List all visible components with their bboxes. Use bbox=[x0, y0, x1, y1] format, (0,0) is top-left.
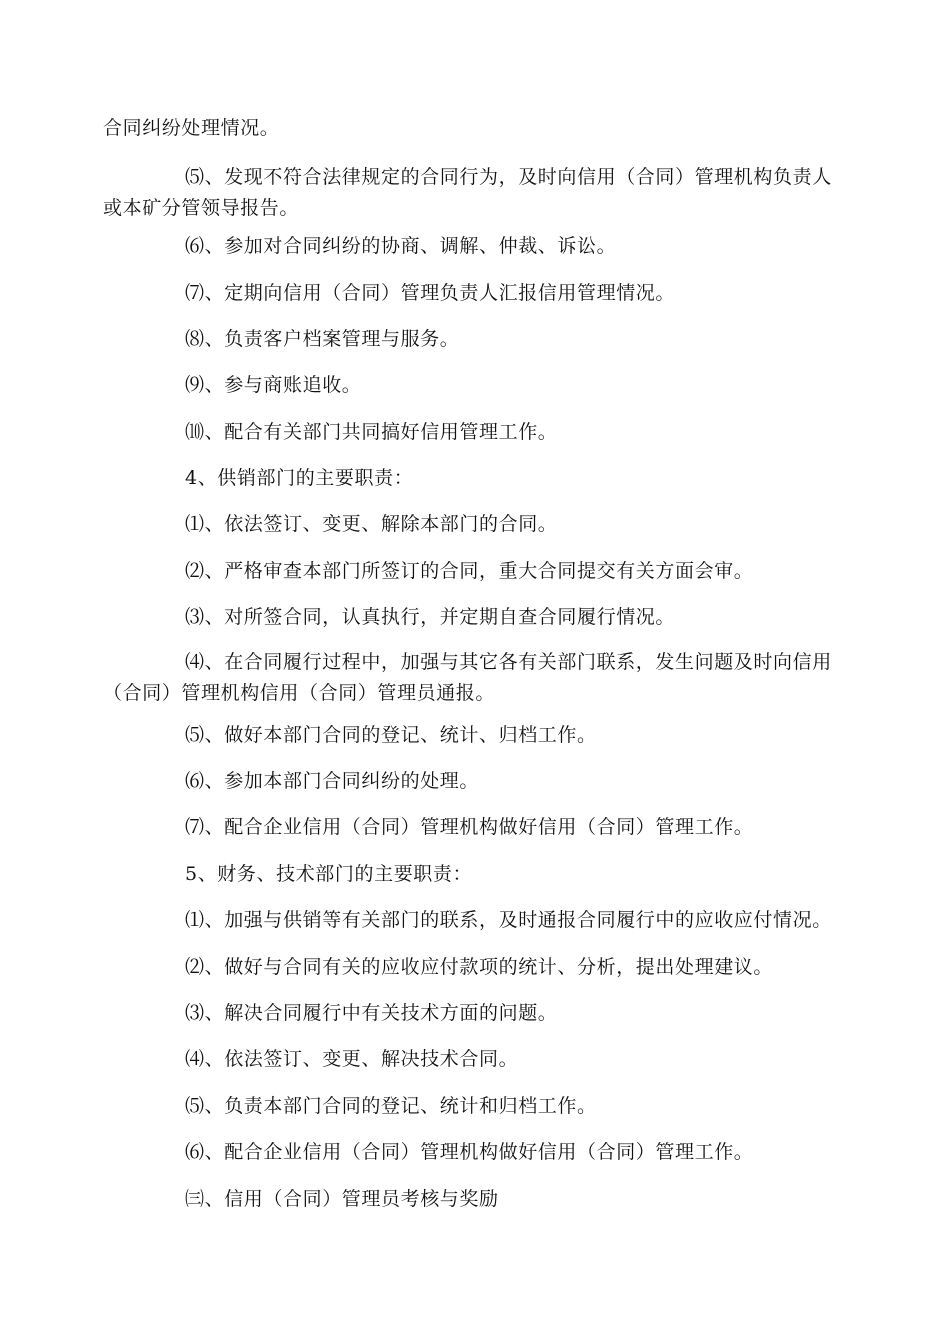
paragraph-item: ⑸、做好本部门合同的登记、统计、归档工作。 bbox=[185, 724, 597, 746]
paragraph-item: ⑻、负责客户档案管理与服务。 bbox=[185, 328, 460, 350]
section-heading: 5、财务、技术部门的主要职责： bbox=[185, 863, 473, 885]
paragraph-item: ⑹、参加本部门合同纠纷的处理。 bbox=[185, 770, 480, 792]
paragraph-item: ⑸、发现不符合法律规定的合同行为，及时向信用（合同）管理机构负责人或本矿分管领导报告。 bbox=[103, 166, 832, 219]
paragraph-item: ⑴、加强与供销等有关部门的联系，及时通报合同履行中的应收应付情况。 bbox=[185, 909, 832, 931]
section-heading: ㈢、信用（合同）管理员考核与奖励 bbox=[185, 1188, 499, 1210]
paragraph-item: ⑼、参与商账追收。 bbox=[185, 374, 362, 396]
paragraph-item: ⑺、配合企业信用（合同）管理机构做好信用（合同）管理工作。 bbox=[185, 816, 754, 838]
paragraph-item: ⑴、依法签订、变更、解除本部门的合同。 bbox=[185, 513, 558, 535]
paragraph-item: ⑹、配合企业信用（合同）管理机构做好信用（合同）管理工作。 bbox=[185, 1141, 754, 1163]
paragraph-continuation: 合同纠纷处理情况。 bbox=[103, 117, 280, 139]
paragraph-item: ⑽、配合有关部门共同搞好信用管理工作。 bbox=[185, 421, 558, 443]
paragraph-item: ⑺、定期向信用（合同）管理负责人汇报信用管理情况。 bbox=[185, 282, 676, 304]
paragraph-item: ⑷、依法签订、变更、解决技术合同。 bbox=[185, 1048, 519, 1070]
paragraph-item: ⑶、对所签合同，认真执行，并定期自查合同履行情况。 bbox=[185, 606, 676, 628]
paragraph-item: ⑶、解决合同履行中有关技术方面的问题。 bbox=[185, 1002, 558, 1024]
paragraph-item: ⑹、参加对合同纠纷的协商、调解、仲裁、诉讼。 bbox=[185, 235, 617, 257]
paragraph-item: ⑸、负责本部门合同的登记、统计和归档工作。 bbox=[185, 1095, 597, 1117]
section-heading: 4、供销部门的主要职责： bbox=[185, 467, 414, 489]
paragraph-item: ⑵、严格审查本部门所签订的合同，重大合同提交有关方面会审。 bbox=[185, 560, 754, 582]
paragraph-item: ⑵、做好与合同有关的应收应付款项的统计、分析，提出处理建议。 bbox=[185, 956, 774, 978]
paragraph-item: ⑷、在合同履行过程中，加强与其它各有关部门联系，发生问题及时向信用（合同）管理机构信用（合同）管理员通报。 bbox=[103, 651, 832, 704]
